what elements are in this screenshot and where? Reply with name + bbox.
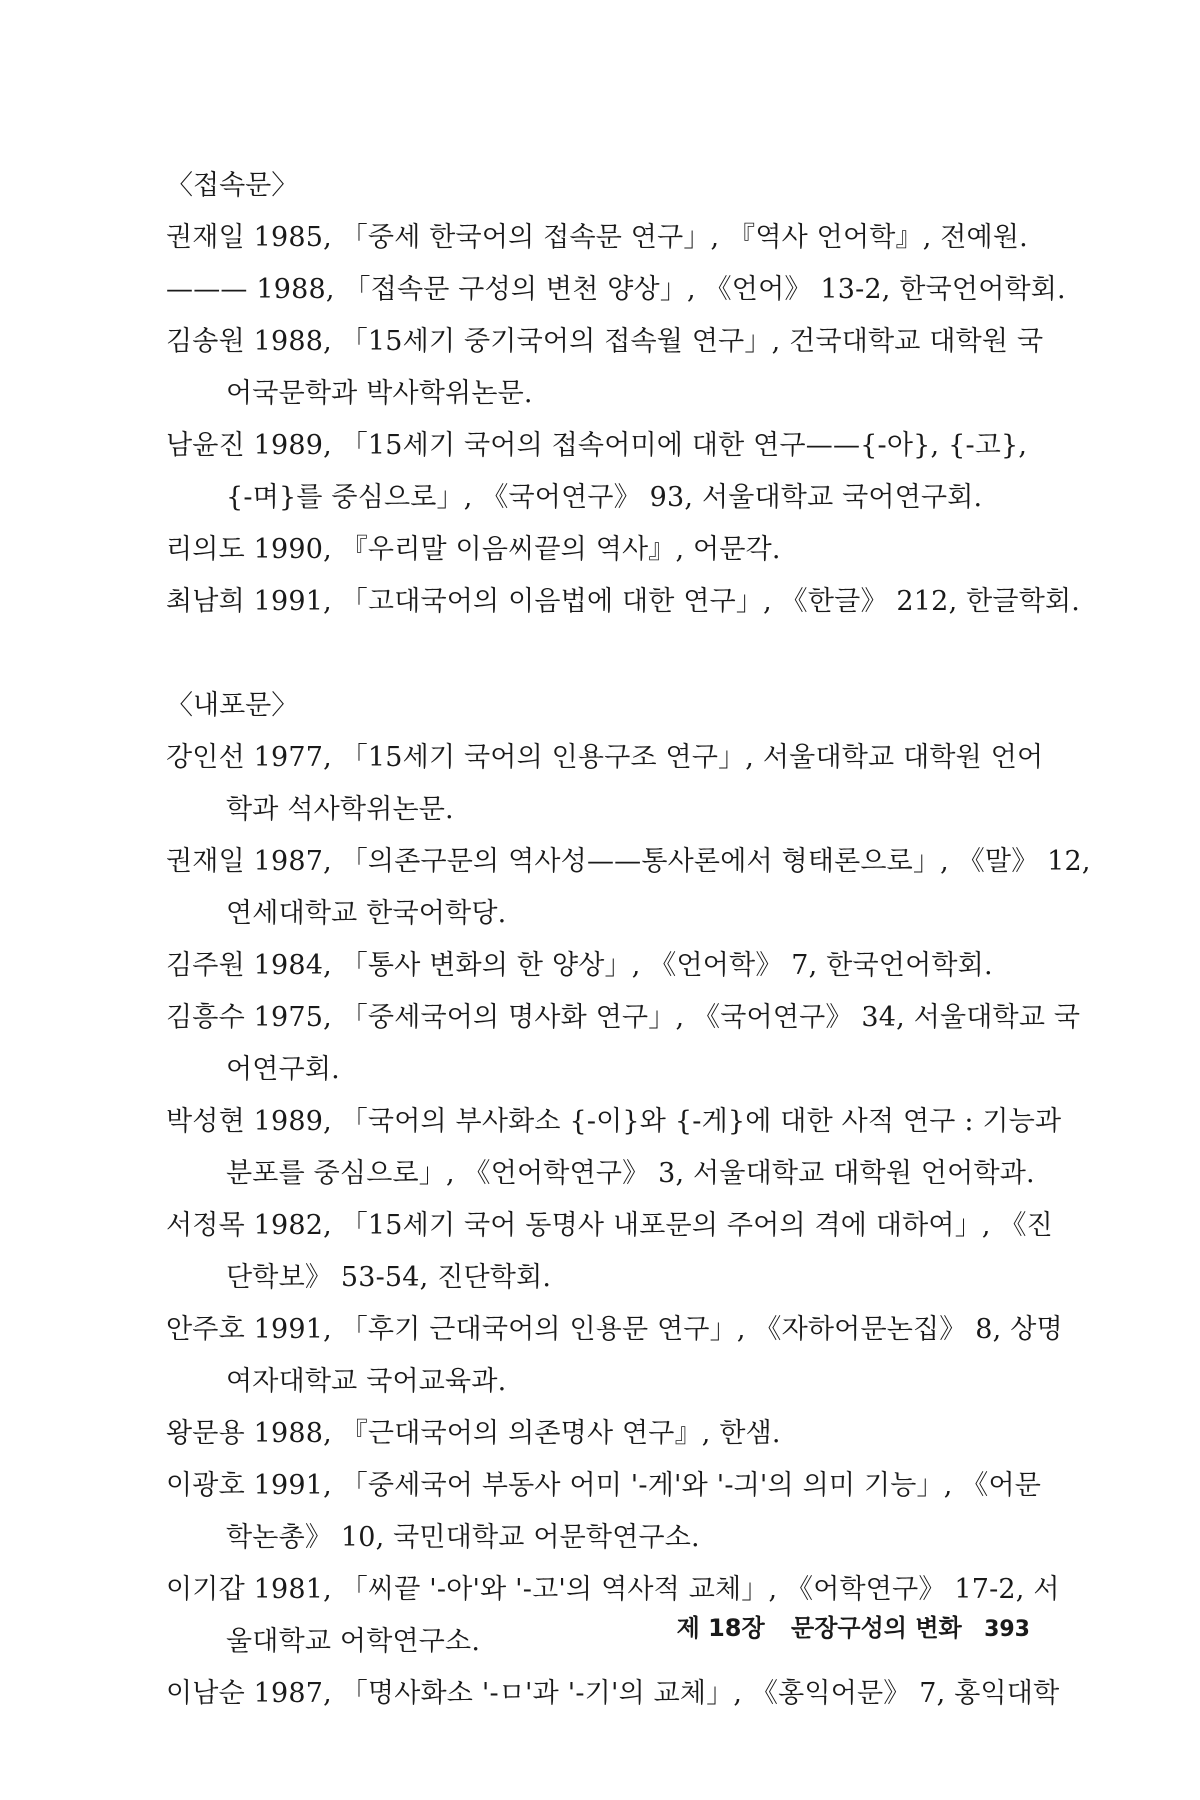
running-footer	[677, 1608, 1030, 1643]
reference-continuation-line: 단학보》 53-54, 진단학회.	[226, 1262, 552, 1293]
reference-continuation-line: {-며}를 중심으로」, 《국어연구》 93, 서울대학교 국어연구회.	[226, 482, 983, 513]
bibliography-text	[166, 160, 1091, 1720]
reference-continuation-line: 연세대학교 한국어학당.	[226, 898, 507, 929]
reference-continuation-line: 학과 석사학위논문.	[226, 794, 454, 825]
reference-continuation-line: 분포를 중심으로」, 《언어학연구》 3, 서울대학교 대학원 언어학과.	[226, 1158, 1035, 1189]
reference-continuation-line: 여자대학교 국어교육과.	[226, 1366, 507, 1397]
reference-entry-line: 김흥수 1975, 「중세국어의 명사화 연구」, 《국어연구》 34, 서울대학교 국	[166, 1002, 1081, 1033]
reference-entry-line: 김주원 1984, 「통사 변화의 한 양상」, 《언어학》 7, 한국언어학회.	[166, 950, 993, 981]
reference-entry-line: 리의도 1990, 『우리말 이음씨끝의 역사』, 어문각.	[166, 534, 781, 565]
reference-entry-line: 안주호 1991, 「후기 근대국어의 인용문 연구」, 《자하어문논집》 8, 상명	[166, 1314, 1063, 1345]
reference-entry-line: 김송원 1988, 「15세기 중기국어의 접속월 연구」, 건국대학교 대학원 국	[166, 326, 1044, 357]
footer-chapter: 제 18장	[676, 1614, 765, 1642]
page-number: 393	[984, 1617, 1030, 1642]
reference-continuation-line: 어국문학과 박사학위논문.	[226, 378, 533, 409]
reference-entry-line: 박성현 1989, 「국어의 부사화소 {-이}와 {-게}에 대한 사적 연구 : 기능과	[166, 1106, 1062, 1137]
reference-entry-line: 이광호 1991, 「중세국어 부동사 어미 '-게'와 '-긔'의 의미 기능」, 《어문	[166, 1470, 1042, 1501]
reference-entry-line: 강인선 1977, 「15세기 국어의 인용구조 연구」, 서울대학교 대학원 언어	[166, 742, 1044, 773]
reference-entry-line: 권재일 1987, 「의존구문의 역사성——통사론에서 형태론으로」, 《말》 12,	[166, 846, 1091, 877]
reference-entry-line: 서정목 1982, 「15세기 국어 동명사 내포문의 주어의 격에 대하여」, 《진	[166, 1210, 1053, 1241]
reference-continuation-line: 울대학교 어학연구소.	[226, 1626, 481, 1657]
reference-entry-line: 최남희 1991, 「고대국어의 이음법에 대한 연구」, 《한글》 212, 한글학회.	[166, 586, 1081, 617]
reference-entry-line: 남윤진 1989, 「15세기 국어의 접속어미에 대한 연구——{-아}, {-고},	[166, 430, 1028, 461]
reference-continuation-line: 어연구회.	[226, 1054, 340, 1085]
section-heading: 〈내포문〉	[166, 690, 299, 721]
reference-entry-line: 이남순 1987, 「명사화소 '-ㅁ'과 '-기'의 교체」, 《홍익어문》 7, 홍익대학	[166, 1678, 1060, 1709]
section-heading: 〈접속문〉	[166, 170, 299, 201]
footer-chapter-title: 문장구성의 변화	[791, 1614, 962, 1642]
reference-entry-line: 왕문용 1988, 『근대국어의 의존명사 연구』, 한샘.	[166, 1418, 781, 1449]
reference-entry-line: ——— 1988, 「접속문 구성의 변천 양상」, 《언어》 13-2, 한국언어학회.	[166, 274, 1066, 305]
reference-entry-line: 권재일 1985, 「중세 한국어의 접속문 연구」, 『역사 언어학』, 전예원.	[166, 222, 1028, 253]
section-spacer	[166, 628, 1066, 680]
reference-entry-line: 이기갑 1981, 「씨끝 '-아'와 '-고'의 역사적 교체」, 《어학연구》 17-2, 서	[166, 1574, 1060, 1605]
reference-continuation-line: 학논총》 10, 국민대학교 어문학연구소.	[226, 1522, 700, 1553]
